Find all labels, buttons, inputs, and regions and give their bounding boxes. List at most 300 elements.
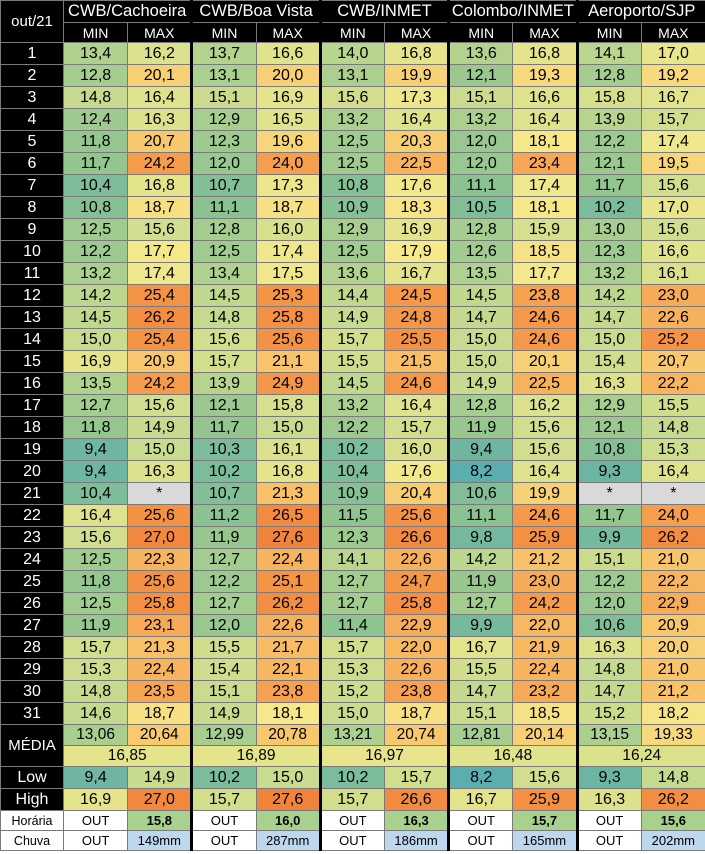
temperature-cell: 8,2 bbox=[449, 461, 513, 483]
temperature-cell: 16,8 bbox=[256, 461, 320, 483]
temperature-cell: 12,9 bbox=[192, 109, 256, 131]
chuva-cell: OUT bbox=[64, 831, 128, 851]
temperature-cell: 13,1 bbox=[192, 65, 256, 87]
temperature-cell: 16,4 bbox=[513, 109, 577, 131]
temperature-cell: 15,7 bbox=[384, 417, 448, 439]
temperature-cell: 15,1 bbox=[449, 703, 513, 725]
temperature-cell: 14,8 bbox=[64, 681, 128, 703]
day-row bbox=[1, 87, 705, 109]
temperature-cell: 19,2 bbox=[641, 65, 705, 87]
chuva-label: Chuva bbox=[1, 831, 64, 851]
day-row bbox=[1, 483, 705, 505]
temperature-cell: 22,6 bbox=[384, 659, 448, 681]
temperature-cell: 11,1 bbox=[449, 505, 513, 527]
max-column-header: MAX bbox=[128, 23, 192, 43]
temperature-cell: 22,4 bbox=[256, 549, 320, 571]
temperature-cell: 15,6 bbox=[192, 329, 256, 351]
day-label: 5 bbox=[1, 131, 64, 153]
temperature-cell: 12,0 bbox=[449, 131, 513, 153]
horaria-cell: OUT bbox=[577, 811, 641, 831]
temperature-cell: 20,4 bbox=[384, 483, 448, 505]
temperature-cell: 15,6 bbox=[64, 527, 128, 549]
day-row bbox=[1, 307, 705, 329]
station-header: Colombo/INMET bbox=[449, 1, 577, 23]
horaria-cell: OUT bbox=[320, 811, 384, 831]
temperature-cell: 16,3 bbox=[128, 461, 192, 483]
low-label: Low bbox=[1, 767, 64, 789]
temperature-cell: 10,9 bbox=[320, 197, 384, 219]
temperature-cell: 23,2 bbox=[513, 681, 577, 703]
media-cell: 19,33 bbox=[641, 725, 705, 746]
temperature-cell: 16,0 bbox=[256, 219, 320, 241]
day-label: 21 bbox=[1, 483, 64, 505]
temperature-cell: 15,5 bbox=[192, 637, 256, 659]
temperature-cell: 17,7 bbox=[128, 241, 192, 263]
temperature-cell: 14,8 bbox=[192, 307, 256, 329]
temperature-cell: 11,1 bbox=[192, 197, 256, 219]
temperature-cell: 20,1 bbox=[513, 351, 577, 373]
temperature-cell: 9,9 bbox=[577, 527, 641, 549]
horaria-row bbox=[1, 811, 705, 831]
temperature-cell: 11,8 bbox=[64, 571, 128, 593]
temperature-cell: 12,5 bbox=[64, 219, 128, 241]
temperature-cell: 22,9 bbox=[641, 593, 705, 615]
temperature-cell: 16,7 bbox=[449, 637, 513, 659]
temperature-cell: 12,2 bbox=[320, 417, 384, 439]
chuva-cell: OUT bbox=[449, 831, 513, 851]
temperature-cell: 15,9 bbox=[513, 219, 577, 241]
average-cell: 16,85 bbox=[64, 746, 192, 767]
temperature-cell: 21,0 bbox=[641, 549, 705, 571]
horaria-cell: 15,6 bbox=[641, 811, 705, 831]
temperature-cell: 14,8 bbox=[577, 659, 641, 681]
temperature-cell: 26,5 bbox=[256, 505, 320, 527]
temperature-cell: 20,0 bbox=[256, 65, 320, 87]
max-column-header: MAX bbox=[256, 23, 320, 43]
high-cell: 26,2 bbox=[641, 789, 705, 811]
temperature-cell: 23,8 bbox=[513, 285, 577, 307]
day-label: 15 bbox=[1, 351, 64, 373]
temperature-cell: 19,5 bbox=[641, 153, 705, 175]
temperature-cell: 21,5 bbox=[384, 351, 448, 373]
temperature-cell: 11,7 bbox=[64, 153, 128, 175]
day-label: 24 bbox=[1, 549, 64, 571]
day-label: 13 bbox=[1, 307, 64, 329]
temperature-cell: 26,2 bbox=[641, 527, 705, 549]
temperature-cell: 11,7 bbox=[577, 175, 641, 197]
temperature-cell: 11,1 bbox=[449, 175, 513, 197]
day-label: 10 bbox=[1, 241, 64, 263]
temperature-cell: 26,2 bbox=[128, 307, 192, 329]
temperature-cell: 16,4 bbox=[384, 395, 448, 417]
temperature-cell: 16,3 bbox=[577, 373, 641, 395]
day-label: 25 bbox=[1, 571, 64, 593]
temperature-cell: 14,5 bbox=[64, 307, 128, 329]
temperature-cell: 18,2 bbox=[641, 703, 705, 725]
temperature-cell: 12,3 bbox=[192, 131, 256, 153]
temperature-cell: 23,4 bbox=[513, 153, 577, 175]
day-row bbox=[1, 219, 705, 241]
temperature-cell: 10,4 bbox=[64, 483, 128, 505]
temperature-cell: 22,5 bbox=[384, 153, 448, 175]
media-cell: 13,21 bbox=[320, 725, 384, 746]
temperature-cell: 24,9 bbox=[256, 373, 320, 395]
temperature-cell: 14,9 bbox=[192, 703, 256, 725]
high-cell: 27,0 bbox=[128, 789, 192, 811]
station-header: CWB/Boa Vista bbox=[192, 1, 320, 23]
day-label: 23 bbox=[1, 527, 64, 549]
temperature-cell: 23,5 bbox=[128, 681, 192, 703]
day-row bbox=[1, 659, 705, 681]
high-cell: 16,9 bbox=[64, 789, 128, 811]
temperature-cell: 17,3 bbox=[384, 87, 448, 109]
high-cell: 15,7 bbox=[320, 789, 384, 811]
horaria-cell: 16,3 bbox=[384, 811, 448, 831]
temperature-cell: 23,0 bbox=[641, 285, 705, 307]
day-row bbox=[1, 681, 705, 703]
max-column-header: MAX bbox=[384, 23, 448, 43]
min-column-header: MIN bbox=[449, 23, 513, 43]
temperature-cell: 24,6 bbox=[513, 329, 577, 351]
temperature-cell: 17,3 bbox=[256, 175, 320, 197]
temperature-cell: 15,6 bbox=[641, 175, 705, 197]
day-row bbox=[1, 109, 705, 131]
average-cell: 16,89 bbox=[192, 746, 320, 767]
temperature-cell: 12,2 bbox=[192, 571, 256, 593]
temperature-cell: 22,6 bbox=[641, 307, 705, 329]
temperature-cell: 15,0 bbox=[256, 417, 320, 439]
temperature-cell: 13,1 bbox=[320, 65, 384, 87]
temperature-cell: 10,3 bbox=[192, 439, 256, 461]
temperature-cell: 14,4 bbox=[320, 285, 384, 307]
day-row bbox=[1, 285, 705, 307]
temperature-cell: 13,9 bbox=[192, 373, 256, 395]
media-cell: 13,06 bbox=[64, 725, 128, 746]
min-column-header: MIN bbox=[192, 23, 256, 43]
min-column-header: MIN bbox=[320, 23, 384, 43]
temperature-cell: 22,5 bbox=[513, 373, 577, 395]
temperature-cell: 24,0 bbox=[641, 505, 705, 527]
day-label: 11 bbox=[1, 263, 64, 285]
temperature-cell: 13,2 bbox=[320, 395, 384, 417]
temperature-cell: 12,3 bbox=[577, 241, 641, 263]
temperature-cell: 22,2 bbox=[641, 373, 705, 395]
temperature-cell: 20,3 bbox=[384, 131, 448, 153]
temperature-cell: 10,4 bbox=[320, 461, 384, 483]
high-cell: 16,3 bbox=[577, 789, 641, 811]
temperature-cell: 16,1 bbox=[641, 263, 705, 285]
temperature-cell: 25,9 bbox=[513, 527, 577, 549]
temperature-cell: 22,3 bbox=[128, 549, 192, 571]
temperature-cell: 11,9 bbox=[449, 571, 513, 593]
temperature-cell: 9,3 bbox=[577, 461, 641, 483]
temperature-cell: 18,7 bbox=[128, 703, 192, 725]
day-row bbox=[1, 703, 705, 725]
temperature-cell: 16,6 bbox=[641, 241, 705, 263]
high-row bbox=[1, 789, 705, 811]
day-row bbox=[1, 439, 705, 461]
temperature-cell: 9,9 bbox=[449, 615, 513, 637]
min-column-header: MIN bbox=[64, 23, 128, 43]
temperature-cell: 15,3 bbox=[641, 439, 705, 461]
temperature-cell: 12,8 bbox=[449, 219, 513, 241]
temperature-cell: 14,7 bbox=[577, 307, 641, 329]
temperature-cell: 12,0 bbox=[449, 153, 513, 175]
temperature-cell: 15,0 bbox=[320, 703, 384, 725]
temperature-cell: 14,5 bbox=[192, 285, 256, 307]
temperature-cell: 11,9 bbox=[449, 417, 513, 439]
horaria-label: Horária bbox=[1, 811, 64, 831]
temperature-cell: 19,9 bbox=[513, 483, 577, 505]
day-label: 18 bbox=[1, 417, 64, 439]
low-cell: 15,6 bbox=[513, 767, 577, 789]
temperature-cell: 25,6 bbox=[256, 329, 320, 351]
temperature-cell: 9,8 bbox=[449, 527, 513, 549]
high-cell: 26,6 bbox=[384, 789, 448, 811]
temperature-cell: 12,8 bbox=[577, 65, 641, 87]
day-label: 2 bbox=[1, 65, 64, 87]
temperature-cell: 12,7 bbox=[192, 593, 256, 615]
high-cell: 15,7 bbox=[192, 789, 256, 811]
temperature-cell: 12,1 bbox=[449, 65, 513, 87]
temperature-cell: 16,9 bbox=[384, 219, 448, 241]
temperature-cell: 15,7 bbox=[320, 329, 384, 351]
high-label: High bbox=[1, 789, 64, 811]
temperature-cell: 15,1 bbox=[192, 681, 256, 703]
chuva-cell: OUT bbox=[192, 831, 256, 851]
temperature-cell: 24,2 bbox=[128, 153, 192, 175]
temperature-cell: 12,1 bbox=[577, 153, 641, 175]
temperature-cell: 27,6 bbox=[256, 527, 320, 549]
temperature-cell: 14,1 bbox=[320, 549, 384, 571]
temperature-cell: 25,8 bbox=[384, 593, 448, 615]
temperature-cell: 15,6 bbox=[641, 219, 705, 241]
temperature-cell: 16,8 bbox=[384, 43, 448, 65]
day-label: 3 bbox=[1, 87, 64, 109]
temperature-cell: 12,2 bbox=[577, 571, 641, 593]
temperature-cell: 22,6 bbox=[256, 615, 320, 637]
temperature-cell: 14,9 bbox=[128, 417, 192, 439]
temperature-cell: 24,6 bbox=[384, 373, 448, 395]
max-column-header: MAX bbox=[641, 23, 705, 43]
temperature-cell: 12,6 bbox=[449, 241, 513, 263]
temperature-cell: 14,6 bbox=[64, 703, 128, 725]
temperature-cell: 25,2 bbox=[641, 329, 705, 351]
temperature-cell: 16,4 bbox=[384, 109, 448, 131]
horaria-cell: 15,7 bbox=[513, 811, 577, 831]
temperature-cell: 24,7 bbox=[384, 571, 448, 593]
media-cell: 13,15 bbox=[577, 725, 641, 746]
temperature-cell: 12,8 bbox=[192, 219, 256, 241]
temperature-cell: 21,7 bbox=[256, 637, 320, 659]
average-cell: 16,97 bbox=[320, 746, 448, 767]
temperature-cell: 15,0 bbox=[64, 329, 128, 351]
temperature-cell: 15,0 bbox=[449, 351, 513, 373]
media-cell: 20,64 bbox=[128, 725, 192, 746]
temperature-cell: 17,0 bbox=[641, 197, 705, 219]
temperature-cell: 19,6 bbox=[256, 131, 320, 153]
temperature-cell: 16,0 bbox=[384, 439, 448, 461]
temperature-cell: 15,2 bbox=[577, 703, 641, 725]
media-row bbox=[1, 725, 705, 746]
temperature-cell: 10,8 bbox=[64, 197, 128, 219]
temperature-cell: 20,0 bbox=[641, 637, 705, 659]
temperature-cell: 14,8 bbox=[641, 417, 705, 439]
day-label: 4 bbox=[1, 109, 64, 131]
temperature-cell: 25,4 bbox=[128, 329, 192, 351]
temperature-cell: 13,5 bbox=[449, 263, 513, 285]
temperature-cell: * bbox=[128, 483, 192, 505]
temperature-cell: 15,7 bbox=[320, 637, 384, 659]
temperature-cell: 17,4 bbox=[513, 175, 577, 197]
temperature-cell: 17,7 bbox=[513, 263, 577, 285]
temperature-cell: 16,5 bbox=[256, 109, 320, 131]
temperature-cell: 12,3 bbox=[320, 527, 384, 549]
temperature-cell: 20,9 bbox=[128, 351, 192, 373]
chuva-row bbox=[1, 831, 705, 851]
day-row bbox=[1, 43, 705, 65]
temperature-cell: 15,1 bbox=[577, 549, 641, 571]
day-row bbox=[1, 417, 705, 439]
low-cell: 14,8 bbox=[641, 767, 705, 789]
month-label: out/21 bbox=[1, 1, 64, 43]
temperature-cell: 12,7 bbox=[320, 571, 384, 593]
temperature-cell: 10,9 bbox=[320, 483, 384, 505]
temperature-cell: 12,7 bbox=[449, 593, 513, 615]
day-row bbox=[1, 505, 705, 527]
temperature-cell: 24,5 bbox=[384, 285, 448, 307]
temperature-cell: 15,7 bbox=[64, 637, 128, 659]
temperature-cell: 25,4 bbox=[128, 285, 192, 307]
temperature-cell: 10,6 bbox=[577, 615, 641, 637]
temperature-cell: 27,0 bbox=[128, 527, 192, 549]
temperature-cell: 14,2 bbox=[64, 285, 128, 307]
day-row bbox=[1, 263, 705, 285]
temperature-cell: 14,5 bbox=[449, 285, 513, 307]
day-label: 17 bbox=[1, 395, 64, 417]
temperature-cell: 14,1 bbox=[577, 43, 641, 65]
temperature-cell: 16,3 bbox=[128, 109, 192, 131]
temperature-cell: 16,4 bbox=[641, 461, 705, 483]
temperature-cell: 13,7 bbox=[192, 43, 256, 65]
temperature-cell: 20,7 bbox=[128, 131, 192, 153]
day-label: 14 bbox=[1, 329, 64, 351]
temperature-cell: 14,9 bbox=[320, 307, 384, 329]
temperature-cell: 16,1 bbox=[256, 439, 320, 461]
temperature-cell: 15,7 bbox=[641, 109, 705, 131]
temperature-cell: 9,4 bbox=[449, 439, 513, 461]
temperature-cell: 15,6 bbox=[513, 439, 577, 461]
chuva-cell: 186mm bbox=[384, 831, 448, 851]
temperature-cell: 16,6 bbox=[513, 87, 577, 109]
min-column-header: MIN bbox=[577, 23, 641, 43]
temperature-cell: 23,1 bbox=[128, 615, 192, 637]
temperature-cell: 25,5 bbox=[384, 329, 448, 351]
low-row bbox=[1, 767, 705, 789]
temperature-cell: 13,5 bbox=[64, 373, 128, 395]
day-row bbox=[1, 637, 705, 659]
media-cell: 20,78 bbox=[256, 725, 320, 746]
temperature-cell: 19,3 bbox=[513, 65, 577, 87]
temperature-cell: 13,6 bbox=[449, 43, 513, 65]
temperature-cell: 12,1 bbox=[577, 417, 641, 439]
temperature-cell: 12,1 bbox=[192, 395, 256, 417]
temperature-cell: 17,6 bbox=[384, 175, 448, 197]
temperature-cell: 14,2 bbox=[449, 549, 513, 571]
temperature-cell: 17,6 bbox=[384, 461, 448, 483]
chuva-cell: 149mm bbox=[128, 831, 192, 851]
temperature-cell: 14,7 bbox=[449, 307, 513, 329]
horaria-cell: OUT bbox=[449, 811, 513, 831]
day-row bbox=[1, 175, 705, 197]
chuva-cell: 287mm bbox=[256, 831, 320, 851]
temperature-cell: 16,3 bbox=[577, 637, 641, 659]
temperature-cell: 12,7 bbox=[192, 549, 256, 571]
temperature-cell: 10,8 bbox=[320, 175, 384, 197]
media-cell: 12,99 bbox=[192, 725, 256, 746]
day-label: 27 bbox=[1, 615, 64, 637]
temperature-cell: 14,9 bbox=[449, 373, 513, 395]
temperature-cell: 15,0 bbox=[128, 439, 192, 461]
temperature-cell: 18,3 bbox=[384, 197, 448, 219]
media-cell: 12,81 bbox=[449, 725, 513, 746]
media-cell: 20,74 bbox=[384, 725, 448, 746]
temperature-cell: 16,7 bbox=[384, 263, 448, 285]
temperature-cell: 10,2 bbox=[577, 197, 641, 219]
low-cell: 10,2 bbox=[320, 767, 384, 789]
temperature-cell: 25,6 bbox=[128, 505, 192, 527]
temperature-cell: 16,9 bbox=[256, 87, 320, 109]
temperature-cell: 11,2 bbox=[192, 505, 256, 527]
temperature-cell: 25,6 bbox=[384, 505, 448, 527]
temperature-cell: 18,7 bbox=[256, 197, 320, 219]
max-column-header: MAX bbox=[513, 23, 577, 43]
temperature-cell: 18,5 bbox=[513, 703, 577, 725]
temperature-cell: 17,9 bbox=[384, 241, 448, 263]
horaria-cell: 15,8 bbox=[128, 811, 192, 831]
temperature-cell: 21,3 bbox=[256, 483, 320, 505]
temperature-cell: 12,5 bbox=[64, 593, 128, 615]
day-label: 16 bbox=[1, 373, 64, 395]
temperature-cell: 11,5 bbox=[320, 505, 384, 527]
day-label: 19 bbox=[1, 439, 64, 461]
temperature-cell: 24,0 bbox=[256, 153, 320, 175]
temperature-cell: 21,1 bbox=[256, 351, 320, 373]
temperature-cell: 18,7 bbox=[128, 197, 192, 219]
high-cell: 25,9 bbox=[513, 789, 577, 811]
day-row bbox=[1, 329, 705, 351]
chuva-cell: OUT bbox=[577, 831, 641, 851]
day-row bbox=[1, 527, 705, 549]
day-row bbox=[1, 153, 705, 175]
day-label: 29 bbox=[1, 659, 64, 681]
temperature-cell: 10,8 bbox=[577, 439, 641, 461]
temperature-cell: 16,4 bbox=[64, 505, 128, 527]
temperature-cell: 17,5 bbox=[256, 263, 320, 285]
day-row bbox=[1, 571, 705, 593]
temperature-cell: 15,6 bbox=[128, 395, 192, 417]
temperature-cell: 12,7 bbox=[320, 593, 384, 615]
temperature-cell: 12,9 bbox=[577, 395, 641, 417]
day-label: 26 bbox=[1, 593, 64, 615]
temperature-cell: 13,2 bbox=[449, 109, 513, 131]
temperature-cell: 15,6 bbox=[128, 219, 192, 241]
header-row bbox=[1, 1, 705, 23]
temperature-cell: 11,7 bbox=[577, 505, 641, 527]
temperature-cell: 15,6 bbox=[320, 87, 384, 109]
temperature-cell: 12,5 bbox=[320, 153, 384, 175]
temperature-cell: 12,5 bbox=[320, 131, 384, 153]
